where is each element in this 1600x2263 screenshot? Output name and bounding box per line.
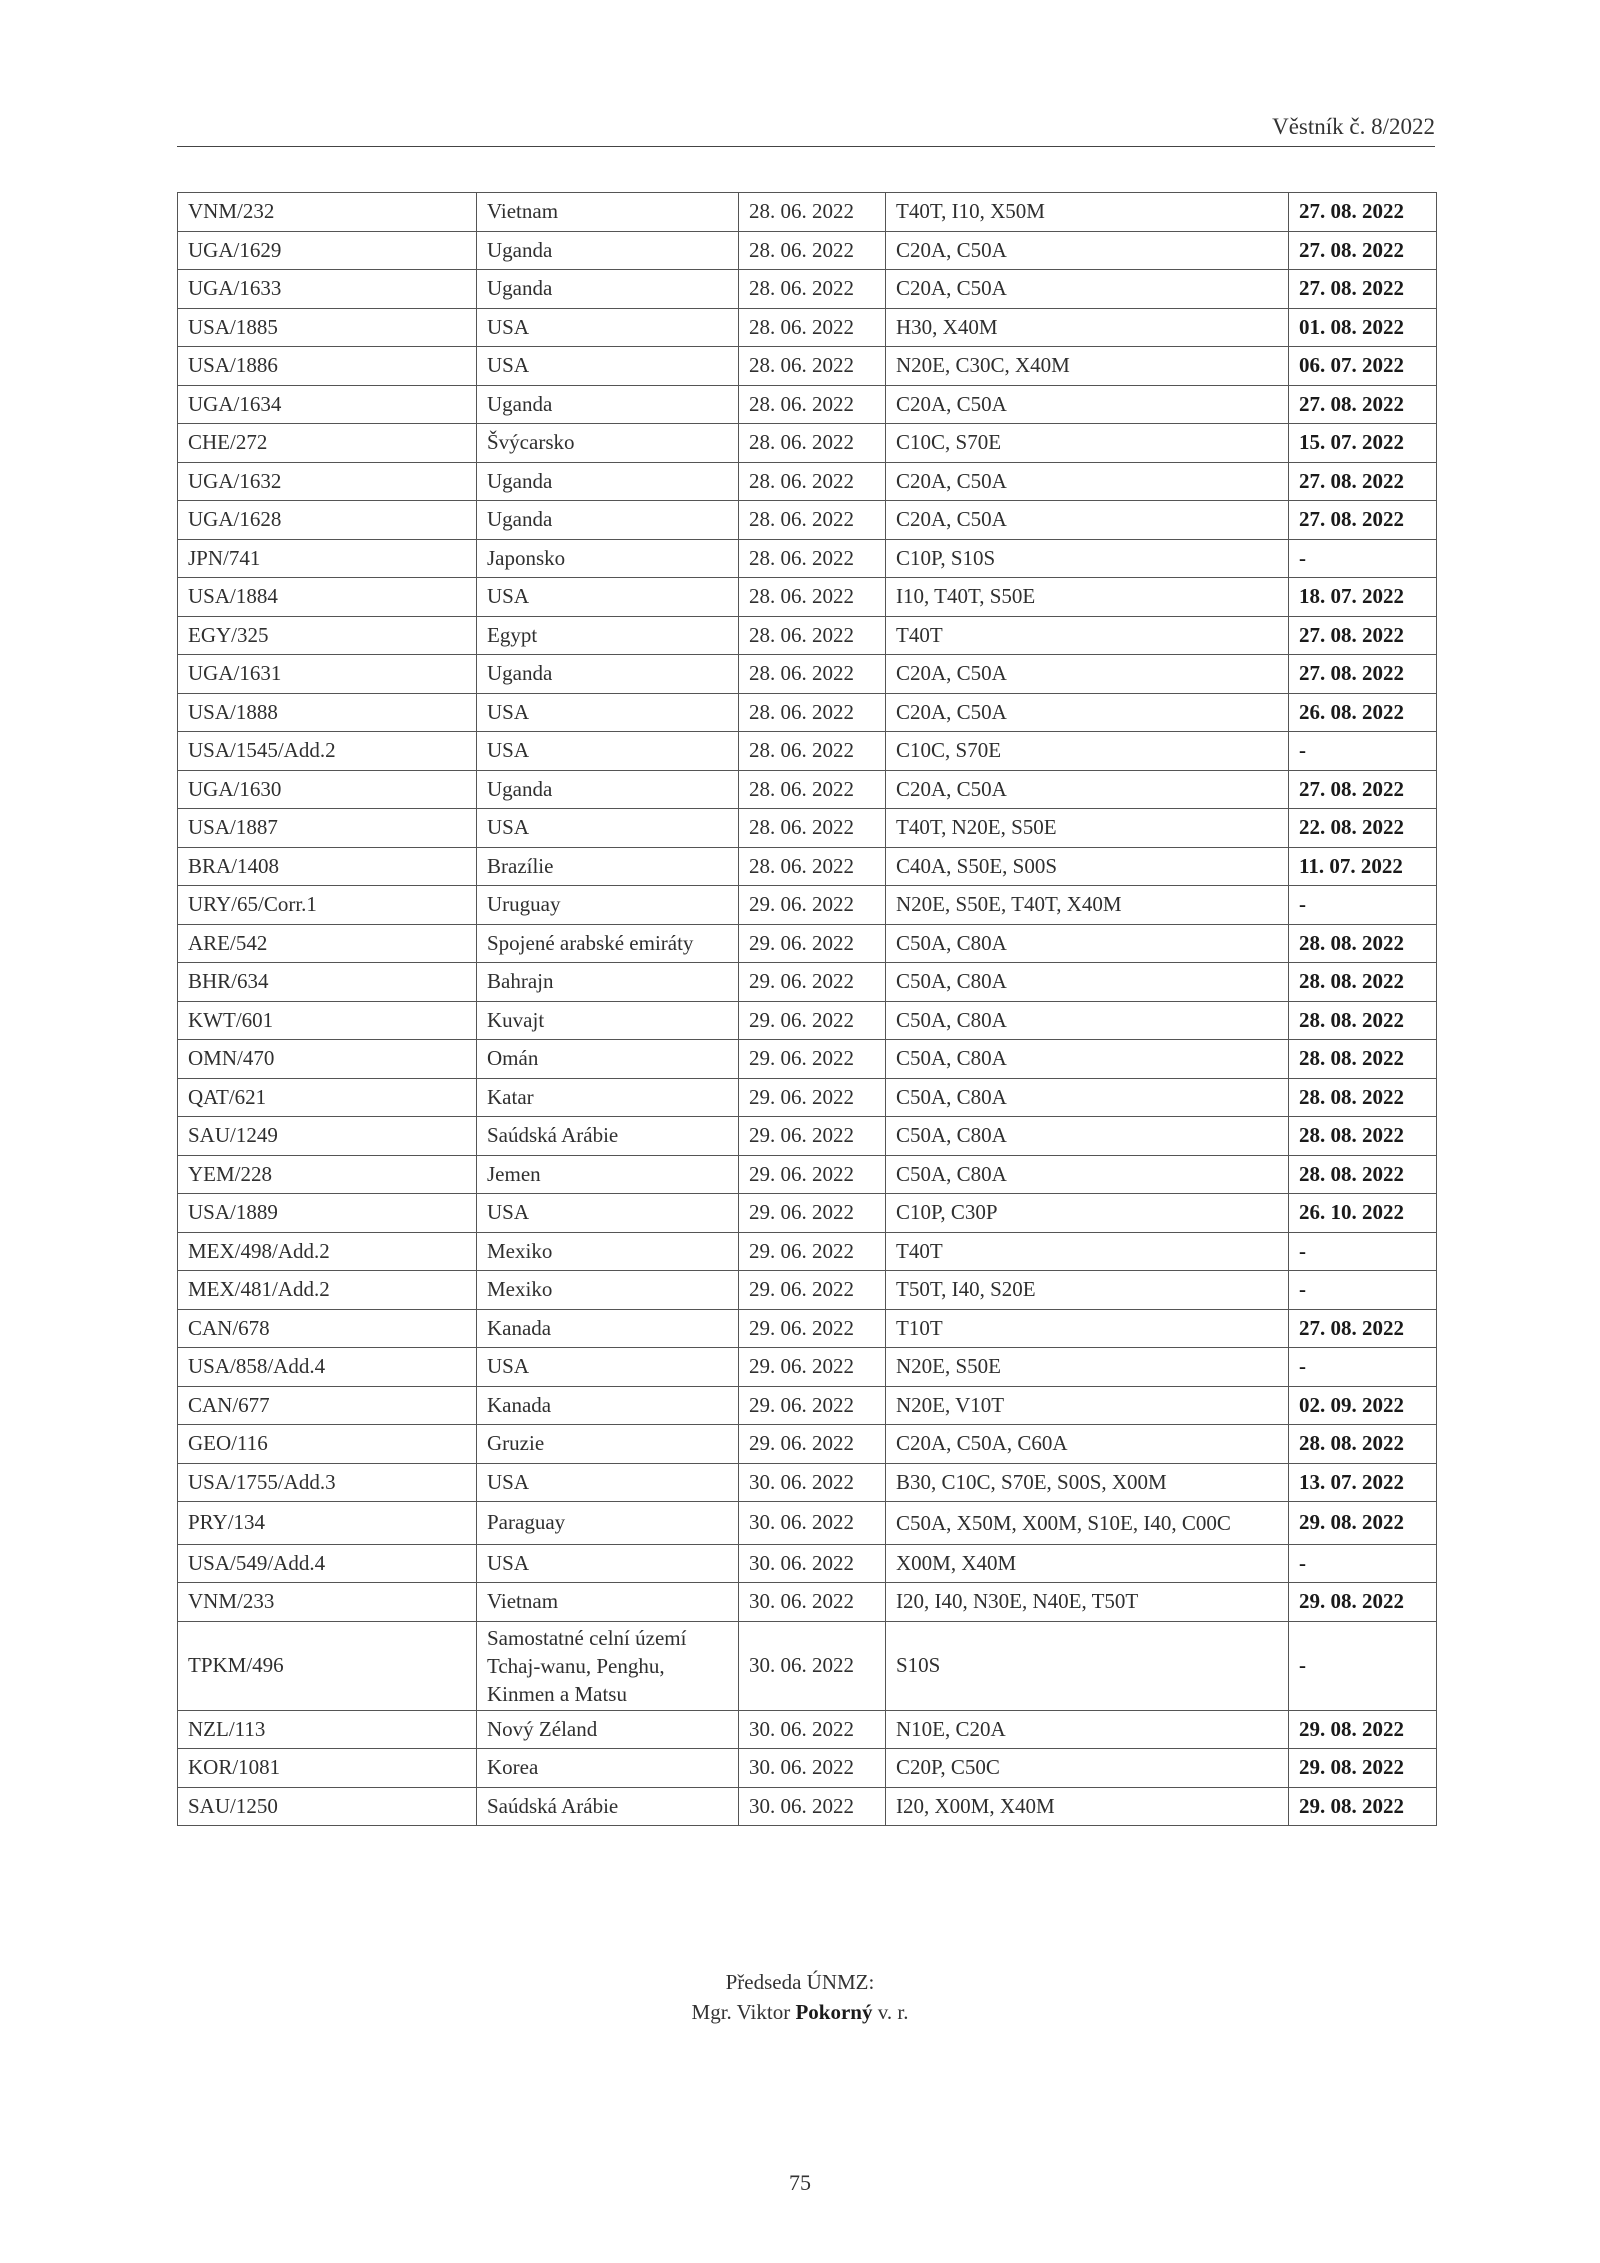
deadline-cell: 28. 08. 2022 <box>1289 1001 1437 1040</box>
country-cell: Katar <box>477 1078 739 1117</box>
date-cell: 30. 06. 2022 <box>739 1710 886 1749</box>
table-row <box>178 270 1437 309</box>
country-cell: Omán <box>477 1040 739 1079</box>
notification-id-cell: ARE/542 <box>178 924 477 963</box>
notification-id-cell: USA/1885 <box>178 308 477 347</box>
ics-codes-cell: C20A, C50A <box>886 270 1289 309</box>
table-row <box>178 308 1437 347</box>
country-cell: USA <box>477 347 739 386</box>
notification-id-cell: KOR/1081 <box>178 1749 477 1788</box>
table-row <box>178 1583 1437 1622</box>
country-cell: Saúdská Arábie <box>477 1787 739 1826</box>
table-row <box>178 424 1437 463</box>
deadline-cell: 27. 08. 2022 <box>1289 616 1437 655</box>
country-cell: USA <box>477 1463 739 1502</box>
table-row <box>178 1463 1437 1502</box>
country-cell: Spojené arabské emiráty <box>477 924 739 963</box>
notification-id-cell: OMN/470 <box>178 1040 477 1079</box>
ics-codes-cell: B30, C10C, S70E, S00S, X00M <box>886 1463 1289 1502</box>
notification-id-cell: USA/1889 <box>178 1194 477 1233</box>
deadline-cell: - <box>1289 1271 1437 1310</box>
deadline-cell: 27. 08. 2022 <box>1289 385 1437 424</box>
ics-codes-cell: N20E, S50E, T40T, X40M <box>886 886 1289 925</box>
date-cell: 28. 06. 2022 <box>739 809 886 848</box>
date-cell: 29. 06. 2022 <box>739 1386 886 1425</box>
notification-id-cell: VNM/232 <box>178 193 477 232</box>
table-row <box>178 385 1437 424</box>
deadline-cell: 27. 08. 2022 <box>1289 770 1437 809</box>
table-row <box>178 1710 1437 1749</box>
ics-codes-cell: C20A, C50A <box>886 501 1289 540</box>
notification-id-cell: CAN/677 <box>178 1386 477 1425</box>
signature-role: Předseda ÚNMZ: <box>725 1970 875 1994</box>
deadline-cell: 28. 08. 2022 <box>1289 924 1437 963</box>
date-cell: 28. 06. 2022 <box>739 578 886 617</box>
table-row <box>178 1749 1437 1788</box>
country-cell: Paraguay <box>477 1502 739 1545</box>
country-cell: USA <box>477 1348 739 1387</box>
deadline-cell: 11. 07. 2022 <box>1289 847 1437 886</box>
ics-codes-cell: C20A, C50A, C60A <box>886 1425 1289 1464</box>
notification-id-cell: UGA/1633 <box>178 270 477 309</box>
deadline-cell: 27. 08. 2022 <box>1289 231 1437 270</box>
table-row <box>178 655 1437 694</box>
ics-codes-cell: H30, X40M <box>886 308 1289 347</box>
ics-codes-cell: I10, T40T, S50E <box>886 578 1289 617</box>
ics-codes-cell: C50A, C80A <box>886 963 1289 1002</box>
notification-id-cell: SAU/1249 <box>178 1117 477 1156</box>
country-cell: Samostatné celní území Tchaj-wanu, Penghu, Kinmen a Matsu <box>477 1621 739 1710</box>
table-row <box>178 1155 1437 1194</box>
date-cell: 30. 06. 2022 <box>739 1583 886 1622</box>
table-row <box>178 693 1437 732</box>
ics-codes-cell: T40T, N20E, S50E <box>886 809 1289 848</box>
date-cell: 29. 06. 2022 <box>739 1309 886 1348</box>
deadline-cell: 26. 08. 2022 <box>1289 693 1437 732</box>
country-cell: USA <box>477 308 739 347</box>
country-cell: Kanada <box>477 1386 739 1425</box>
deadline-cell: 27. 08. 2022 <box>1289 655 1437 694</box>
table-row <box>178 1544 1437 1583</box>
notification-id-cell: UGA/1632 <box>178 462 477 501</box>
date-cell: 28. 06. 2022 <box>739 770 886 809</box>
country-cell: Gruzie <box>477 1425 739 1464</box>
notification-id-cell: USA/1545/Add.2 <box>178 732 477 771</box>
notification-id-cell: JPN/741 <box>178 539 477 578</box>
deadline-cell: 28. 08. 2022 <box>1289 1117 1437 1156</box>
date-cell: 28. 06. 2022 <box>739 616 886 655</box>
country-cell: USA <box>477 1544 739 1583</box>
signature-surname: Pokorný <box>795 2000 873 2024</box>
country-cell: USA <box>477 578 739 617</box>
country-cell: Uganda <box>477 385 739 424</box>
notification-id-cell: USA/1888 <box>178 693 477 732</box>
table-row <box>178 1348 1437 1387</box>
deadline-cell: - <box>1289 886 1437 925</box>
ics-codes-cell: C20A, C50A <box>886 693 1289 732</box>
date-cell: 29. 06. 2022 <box>739 886 886 925</box>
country-cell: Vietnam <box>477 1583 739 1622</box>
date-cell: 28. 06. 2022 <box>739 655 886 694</box>
notification-id-cell: USA/1755/Add.3 <box>178 1463 477 1502</box>
ics-codes-cell: T40T <box>886 1232 1289 1271</box>
ics-codes-cell: S10S <box>886 1621 1289 1710</box>
ics-codes-cell: N20E, V10T <box>886 1386 1289 1425</box>
table-row <box>178 1194 1437 1233</box>
country-cell: Uganda <box>477 770 739 809</box>
deadline-cell: 28. 08. 2022 <box>1289 1155 1437 1194</box>
ics-codes-cell: C50A, C80A <box>886 924 1289 963</box>
ics-codes-cell: C20A, C50A <box>886 385 1289 424</box>
date-cell: 28. 06. 2022 <box>739 385 886 424</box>
date-cell: 29. 06. 2022 <box>739 1117 886 1156</box>
deadline-cell: 29. 08. 2022 <box>1289 1583 1437 1622</box>
signature-name <box>0 2000 1600 2025</box>
country-cell: USA <box>477 1194 739 1233</box>
date-cell: 29. 06. 2022 <box>739 1232 886 1271</box>
date-cell: 30. 06. 2022 <box>739 1749 886 1788</box>
deadline-cell: 02. 09. 2022 <box>1289 1386 1437 1425</box>
country-cell: Mexiko <box>477 1232 739 1271</box>
notification-id-cell: MEX/481/Add.2 <box>178 1271 477 1310</box>
notification-id-cell: GEO/116 <box>178 1425 477 1464</box>
deadline-cell: - <box>1289 1232 1437 1271</box>
table-row <box>178 886 1437 925</box>
table-row <box>178 770 1437 809</box>
country-cell: Jemen <box>477 1155 739 1194</box>
ics-codes-cell: X00M, X40M <box>886 1544 1289 1583</box>
country-cell: USA <box>477 809 739 848</box>
notification-id-cell: UGA/1629 <box>178 231 477 270</box>
notification-id-cell: USA/1887 <box>178 809 477 848</box>
notification-id-cell: CAN/678 <box>178 1309 477 1348</box>
country-cell: USA <box>477 693 739 732</box>
ics-codes-cell: T10T <box>886 1309 1289 1348</box>
notification-id-cell: NZL/113 <box>178 1710 477 1749</box>
deadline-cell: 29. 08. 2022 <box>1289 1749 1437 1788</box>
country-cell: Japonsko <box>477 539 739 578</box>
ics-codes-cell: C50A, C80A <box>886 1078 1289 1117</box>
ics-codes-cell: C10C, S70E <box>886 424 1289 463</box>
table-row <box>178 539 1437 578</box>
ics-codes-cell: I20, X00M, X40M <box>886 1787 1289 1826</box>
country-cell: Brazílie <box>477 847 739 886</box>
date-cell: 28. 06. 2022 <box>739 308 886 347</box>
deadline-cell: 28. 08. 2022 <box>1289 1425 1437 1464</box>
deadline-cell: 18. 07. 2022 <box>1289 578 1437 617</box>
bulletin-title: Věstník č. 8/2022 <box>1272 114 1435 139</box>
date-cell: 30. 06. 2022 <box>739 1544 886 1583</box>
date-cell: 29. 06. 2022 <box>739 1425 886 1464</box>
signature-name-suffix: v. r. <box>872 2000 909 2024</box>
table-row <box>178 1001 1437 1040</box>
table-row <box>178 1117 1437 1156</box>
table-row <box>178 1621 1437 1710</box>
ics-codes-cell: N20E, C30C, X40M <box>886 347 1289 386</box>
notification-id-cell: BRA/1408 <box>178 847 477 886</box>
date-cell: 28. 06. 2022 <box>739 693 886 732</box>
date-cell: 28. 06. 2022 <box>739 270 886 309</box>
deadline-cell: 01. 08. 2022 <box>1289 308 1437 347</box>
table-row <box>178 1078 1437 1117</box>
table-row <box>178 1502 1437 1545</box>
date-cell: 29. 06. 2022 <box>739 1001 886 1040</box>
ics-codes-cell: I20, I40, N30E, N40E, T50T <box>886 1583 1289 1622</box>
ics-codes-cell: C10C, S70E <box>886 732 1289 771</box>
date-cell: 29. 06. 2022 <box>739 1271 886 1310</box>
signature-name-prefix: Mgr. Viktor <box>691 2000 796 2024</box>
country-cell: Bahrajn <box>477 963 739 1002</box>
country-cell: Kanada <box>477 1309 739 1348</box>
notification-id-cell: USA/1884 <box>178 578 477 617</box>
date-cell: 28. 06. 2022 <box>739 539 886 578</box>
table-body <box>178 193 1437 1826</box>
date-cell: 28. 06. 2022 <box>739 424 886 463</box>
date-cell: 30. 06. 2022 <box>739 1787 886 1826</box>
ics-codes-cell: C20A, C50A <box>886 462 1289 501</box>
ics-codes-cell: C20A, C50A <box>886 655 1289 694</box>
table-row <box>178 347 1437 386</box>
table-row <box>178 963 1437 1002</box>
ics-codes-cell: N20E, S50E <box>886 1348 1289 1387</box>
notification-id-cell: UGA/1628 <box>178 501 477 540</box>
date-cell: 29. 06. 2022 <box>739 1194 886 1233</box>
table-row <box>178 847 1437 886</box>
notification-id-cell: QAT/621 <box>178 1078 477 1117</box>
notification-id-cell: VNM/233 <box>178 1583 477 1622</box>
deadline-cell: 13. 07. 2022 <box>1289 1463 1437 1502</box>
deadline-cell: 27. 08. 2022 <box>1289 270 1437 309</box>
table-row <box>178 1309 1437 1348</box>
table-row <box>178 1040 1437 1079</box>
country-cell: Korea <box>477 1749 739 1788</box>
table-row <box>178 732 1437 771</box>
ics-codes-cell: C50A, C80A <box>886 1001 1289 1040</box>
notification-id-cell: UGA/1631 <box>178 655 477 694</box>
notification-id-cell: SAU/1250 <box>178 1787 477 1826</box>
ics-codes-cell: C50A, X50M, X00M, S10E, I40, C00C <box>886 1502 1289 1545</box>
notification-id-cell: TPKM/496 <box>178 1621 477 1710</box>
ics-codes-cell: C50A, C80A <box>886 1117 1289 1156</box>
date-cell: 29. 06. 2022 <box>739 924 886 963</box>
notification-id-cell: UGA/1634 <box>178 385 477 424</box>
country-cell: USA <box>477 732 739 771</box>
ics-codes-cell: C50A, C80A <box>886 1155 1289 1194</box>
country-cell: Švýcarsko <box>477 424 739 463</box>
table-row <box>178 193 1437 232</box>
deadline-cell: 15. 07. 2022 <box>1289 424 1437 463</box>
deadline-cell: 28. 08. 2022 <box>1289 1078 1437 1117</box>
deadline-cell: - <box>1289 1348 1437 1387</box>
page-number: 75 <box>789 2170 811 2195</box>
date-cell: 29. 06. 2022 <box>739 1040 886 1079</box>
date-cell: 29. 06. 2022 <box>739 1155 886 1194</box>
ics-codes-cell: C20A, C50A <box>886 770 1289 809</box>
date-cell: 28. 06. 2022 <box>739 462 886 501</box>
country-cell: Saúdská Arábie <box>477 1117 739 1156</box>
country-cell: Vietnam <box>477 193 739 232</box>
country-cell: Nový Zéland <box>477 1710 739 1749</box>
page-header <box>177 110 1435 147</box>
deadline-cell: 29. 08. 2022 <box>1289 1710 1437 1749</box>
date-cell: 28. 06. 2022 <box>739 732 886 771</box>
country-cell: Uganda <box>477 462 739 501</box>
date-cell: 28. 06. 2022 <box>739 231 886 270</box>
notification-id-cell: EGY/325 <box>178 616 477 655</box>
deadline-cell: - <box>1289 1621 1437 1710</box>
ics-codes-cell: C50A, C80A <box>886 1040 1289 1079</box>
country-cell: Uganda <box>477 655 739 694</box>
notification-id-cell: BHR/634 <box>178 963 477 1002</box>
country-cell: Uganda <box>477 270 739 309</box>
table-row <box>178 616 1437 655</box>
deadline-cell: 22. 08. 2022 <box>1289 809 1437 848</box>
table-row <box>178 809 1437 848</box>
ics-codes-cell: N10E, C20A <box>886 1710 1289 1749</box>
date-cell: 28. 06. 2022 <box>739 347 886 386</box>
deadline-cell: 06. 07. 2022 <box>1289 347 1437 386</box>
notification-id-cell: USA/1886 <box>178 347 477 386</box>
table-row <box>178 1232 1437 1271</box>
deadline-cell: 27. 08. 2022 <box>1289 501 1437 540</box>
table-row <box>178 501 1437 540</box>
ics-codes-cell: C10P, S10S <box>886 539 1289 578</box>
table-row <box>178 924 1437 963</box>
deadline-cell: - <box>1289 539 1437 578</box>
table-row <box>178 462 1437 501</box>
date-cell: 29. 06. 2022 <box>739 1348 886 1387</box>
deadline-cell: 28. 08. 2022 <box>1289 963 1437 1002</box>
deadline-cell: 27. 08. 2022 <box>1289 462 1437 501</box>
date-cell: 29. 06. 2022 <box>739 963 886 1002</box>
deadline-cell: 28. 08. 2022 <box>1289 1040 1437 1079</box>
table-row <box>178 1425 1437 1464</box>
date-cell: 28. 06. 2022 <box>739 193 886 232</box>
date-cell: 30. 06. 2022 <box>739 1621 886 1710</box>
country-cell: Mexiko <box>477 1271 739 1310</box>
notification-id-cell: MEX/498/Add.2 <box>178 1232 477 1271</box>
table-row <box>178 1271 1437 1310</box>
country-cell: Kuvajt <box>477 1001 739 1040</box>
notification-id-cell: UGA/1630 <box>178 770 477 809</box>
deadline-cell: 27. 08. 2022 <box>1289 193 1437 232</box>
deadline-cell: 27. 08. 2022 <box>1289 1309 1437 1348</box>
country-cell: Uganda <box>477 231 739 270</box>
notification-id-cell: YEM/228 <box>178 1155 477 1194</box>
deadline-cell: 29. 08. 2022 <box>1289 1787 1437 1826</box>
table-row <box>178 231 1437 270</box>
ics-codes-cell: C20P, C50C <box>886 1749 1289 1788</box>
deadline-cell: - <box>1289 1544 1437 1583</box>
date-cell: 30. 06. 2022 <box>739 1463 886 1502</box>
deadline-cell: 29. 08. 2022 <box>1289 1502 1437 1545</box>
date-cell: 28. 06. 2022 <box>739 847 886 886</box>
ics-codes-cell: C40A, S50E, S00S <box>886 847 1289 886</box>
notification-id-cell: URY/65/Corr.1 <box>178 886 477 925</box>
table-row <box>178 1386 1437 1425</box>
country-cell: Egypt <box>477 616 739 655</box>
ics-codes-cell: T40T, I10, X50M <box>886 193 1289 232</box>
notification-id-cell: CHE/272 <box>178 424 477 463</box>
table-row <box>178 1787 1437 1826</box>
notification-id-cell: KWT/601 <box>178 1001 477 1040</box>
deadline-cell: 26. 10. 2022 <box>1289 1194 1437 1233</box>
date-cell: 29. 06. 2022 <box>739 1078 886 1117</box>
table-row <box>178 578 1437 617</box>
deadline-cell: - <box>1289 732 1437 771</box>
notification-id-cell: USA/858/Add.4 <box>178 1348 477 1387</box>
date-cell: 30. 06. 2022 <box>739 1502 886 1545</box>
ics-codes-cell: C10P, C30P <box>886 1194 1289 1233</box>
country-cell: Uganda <box>477 501 739 540</box>
ics-codes-cell: T40T <box>886 616 1289 655</box>
country-cell: Uruguay <box>477 886 739 925</box>
date-cell: 28. 06. 2022 <box>739 501 886 540</box>
ics-codes-cell: T50T, I40, S20E <box>886 1271 1289 1310</box>
notification-id-cell: PRY/134 <box>178 1502 477 1545</box>
notifications-table <box>177 192 1437 1826</box>
ics-codes-cell: C20A, C50A <box>886 231 1289 270</box>
notification-id-cell: USA/549/Add.4 <box>178 1544 477 1583</box>
